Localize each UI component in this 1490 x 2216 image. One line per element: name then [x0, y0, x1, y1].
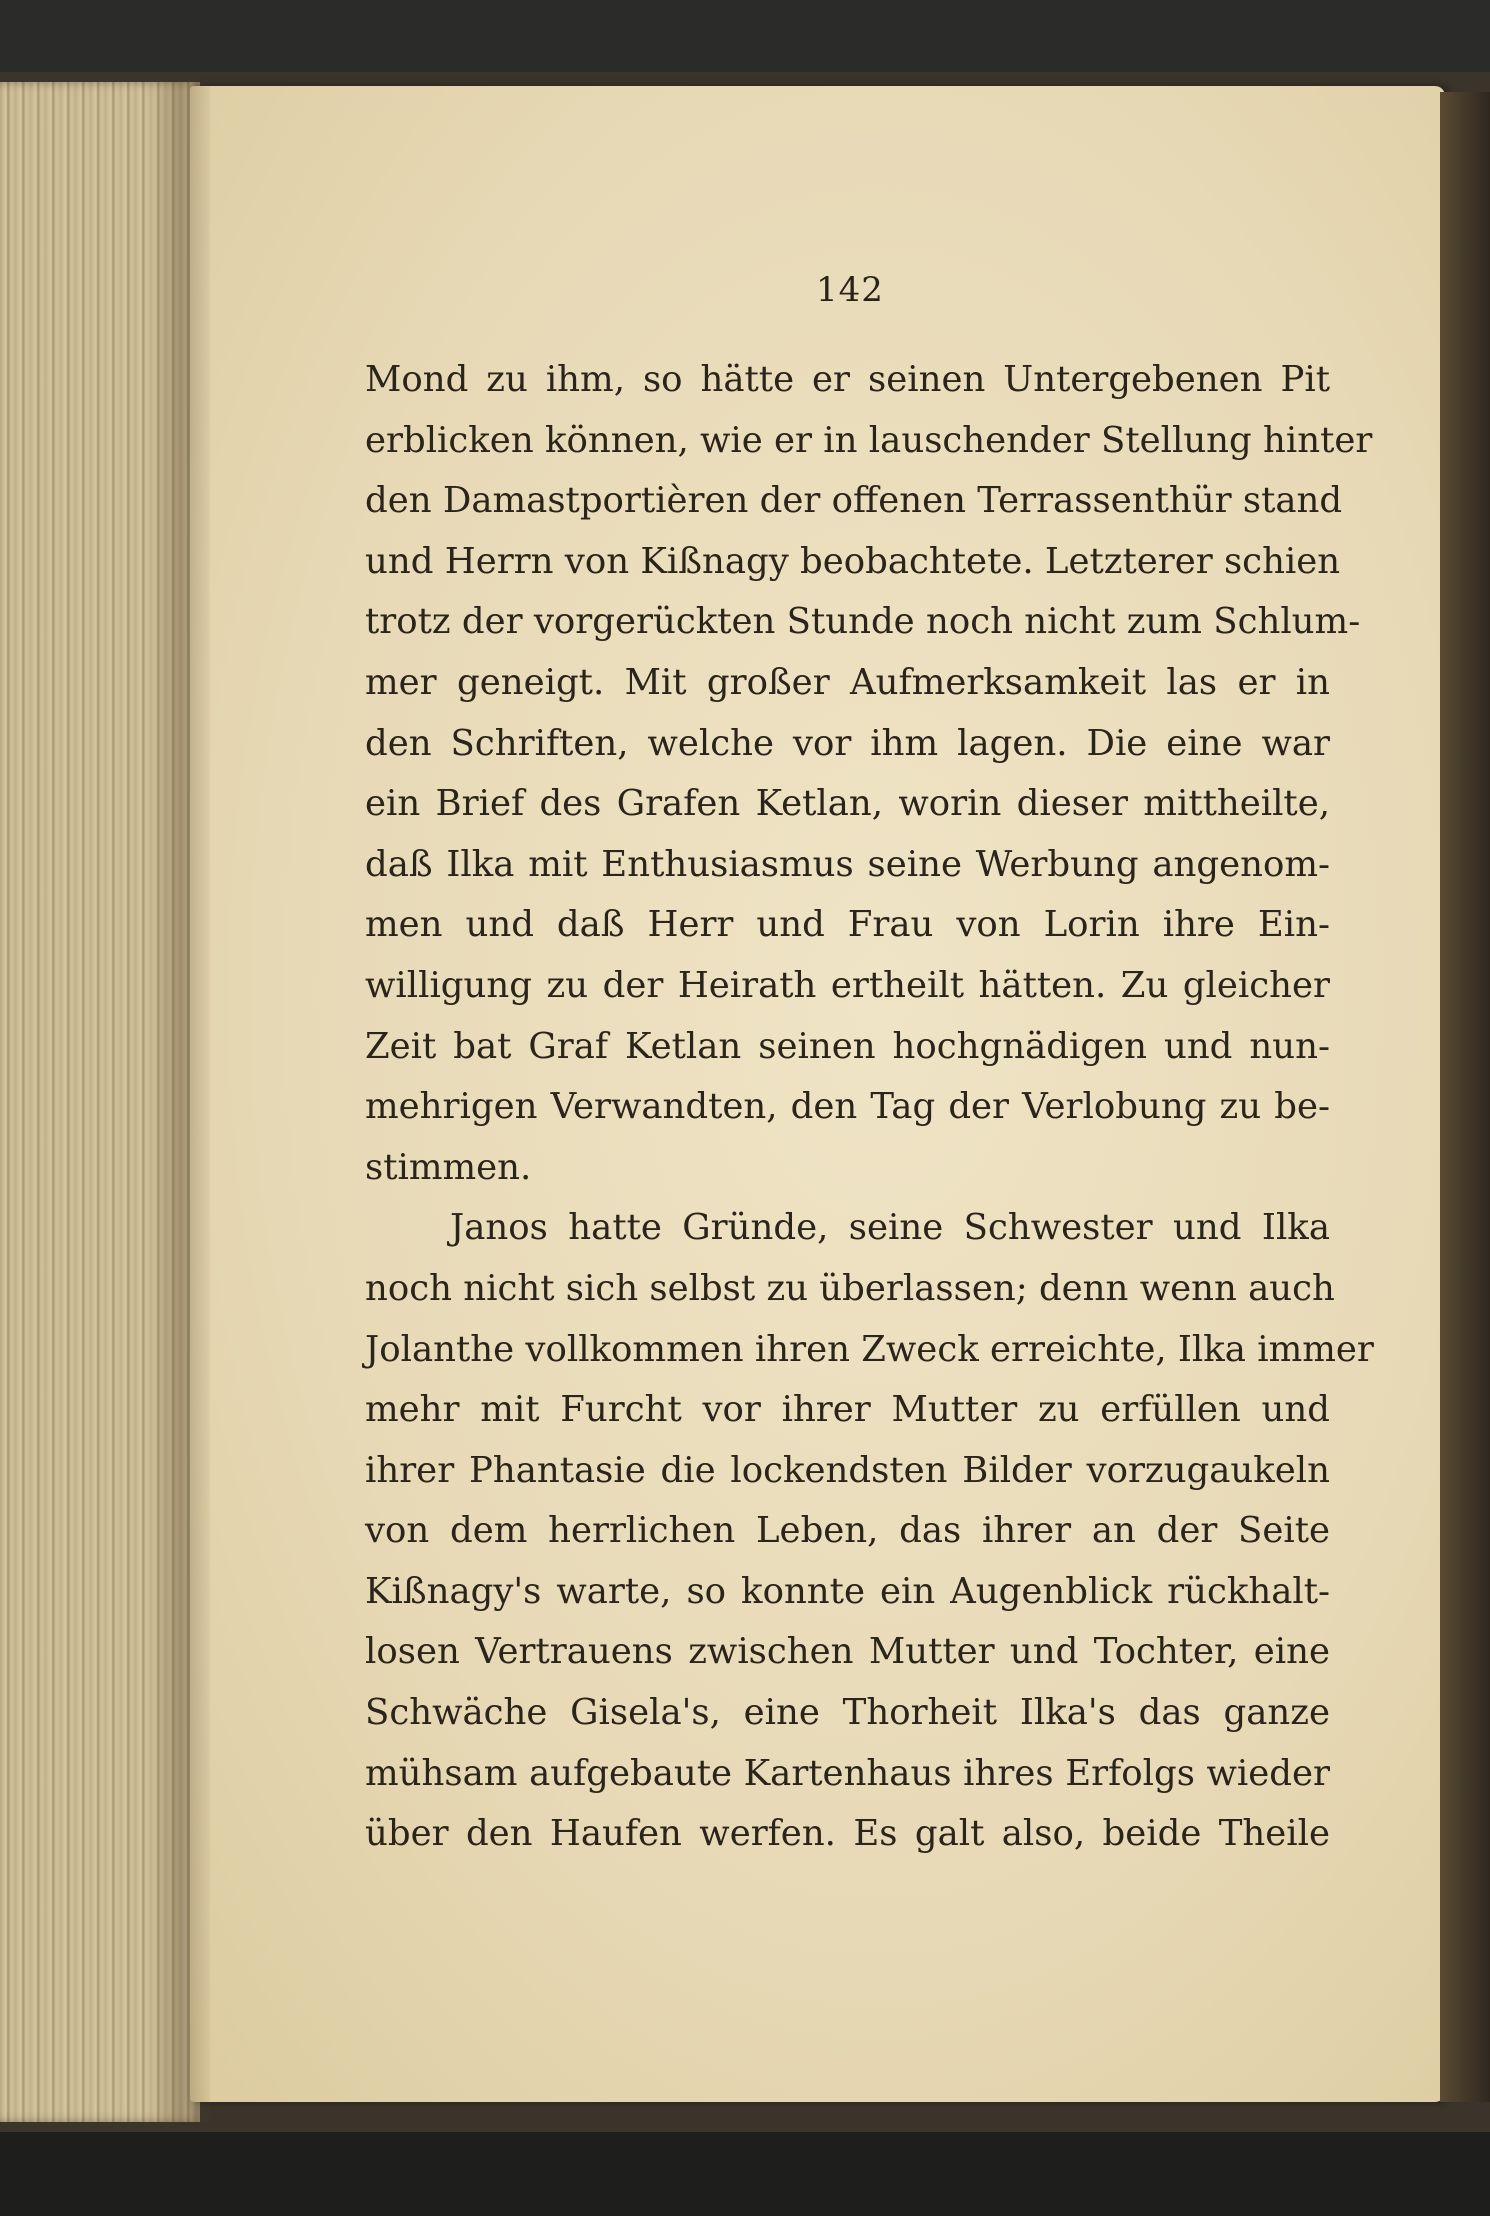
text-line: mühsam aufgebaute Kartenhaus ihres Erfolgs wieder: [365, 1752, 1330, 1794]
text-line: mehrigen Verwandten, den Tag der Verlobung zu be-: [365, 1086, 1330, 1128]
text-line: Janos hatte Gründe, seine Schwester und Ilka: [450, 1207, 1330, 1249]
text-line: von dem herrlichen Leben, das ihrer an der Seite: [365, 1510, 1330, 1552]
paragraph-1: [365, 350, 1373, 1198]
text-line: und Herrn von Kißnagy beobachtete. Letzterer schien: [365, 540, 1341, 582]
body-text: [365, 350, 1374, 1865]
text-line: mehr mit Furcht vor ihrer Mutter zu erfüllen und: [365, 1389, 1330, 1431]
text-line: stimmen.: [365, 1146, 532, 1188]
text-line: den Damastportièren der offenen Terrassenthür stand: [365, 480, 1343, 522]
text-line: ihrer Phantasie die lockendsten Bilder vorzugaukeln: [365, 1449, 1330, 1491]
text-line: losen Vertrauens zwischen Mutter und Tochter, eine: [365, 1631, 1330, 1673]
text-line: erblicken können, wie er in lauschender Stellung hinter: [365, 419, 1373, 461]
text-line: men und daß Herr und Frau von Lorin ihre Ein-: [365, 904, 1330, 946]
page-number: 142: [816, 270, 884, 310]
text-line: noch nicht sich selbst zu überlassen; denn wenn auch: [365, 1267, 1335, 1309]
text-line: Schwäche Gisela's, eine Thorheit Ilka's das ganze: [365, 1692, 1330, 1734]
paragraph-2: [365, 1198, 1374, 1865]
text-line: ein Brief des Grafen Ketlan, worin dieser mittheilte,: [365, 783, 1330, 825]
text-line: über den Haufen werfen. Es galt also, beide Theile: [365, 1813, 1330, 1855]
text-line: willigung zu der Heirath ertheilt hätten. Zu gleicher: [365, 964, 1330, 1006]
text-line: daß Ilka mit Enthusiasmus seine Werbung angenom-: [365, 843, 1330, 885]
text-line: trotz der vorgerückten Stunde noch nicht zum Schlum-: [365, 601, 1361, 643]
text-line: Zeit bat Graf Ketlan seinen hochgnädigen und nun-: [365, 1025, 1330, 1067]
text-line: Jolanthe vollkommen ihren Zweck erreichte, Ilka immer: [365, 1328, 1374, 1370]
text-line: Kißnagy's warte, so konnte ein Augenblick rückhalt-: [365, 1570, 1330, 1612]
text-line: den Schriften, welche vor ihm lagen. Die eine war: [365, 722, 1330, 764]
text-line: Mond zu ihm, so hätte er seinen Untergebenen Pit: [365, 359, 1330, 400]
right-page-edge: [1440, 92, 1490, 2102]
text-line: mer geneigt. Mit großer Aufmerksamkeit las er in: [365, 661, 1330, 703]
spine-shadow: [150, 82, 210, 2122]
